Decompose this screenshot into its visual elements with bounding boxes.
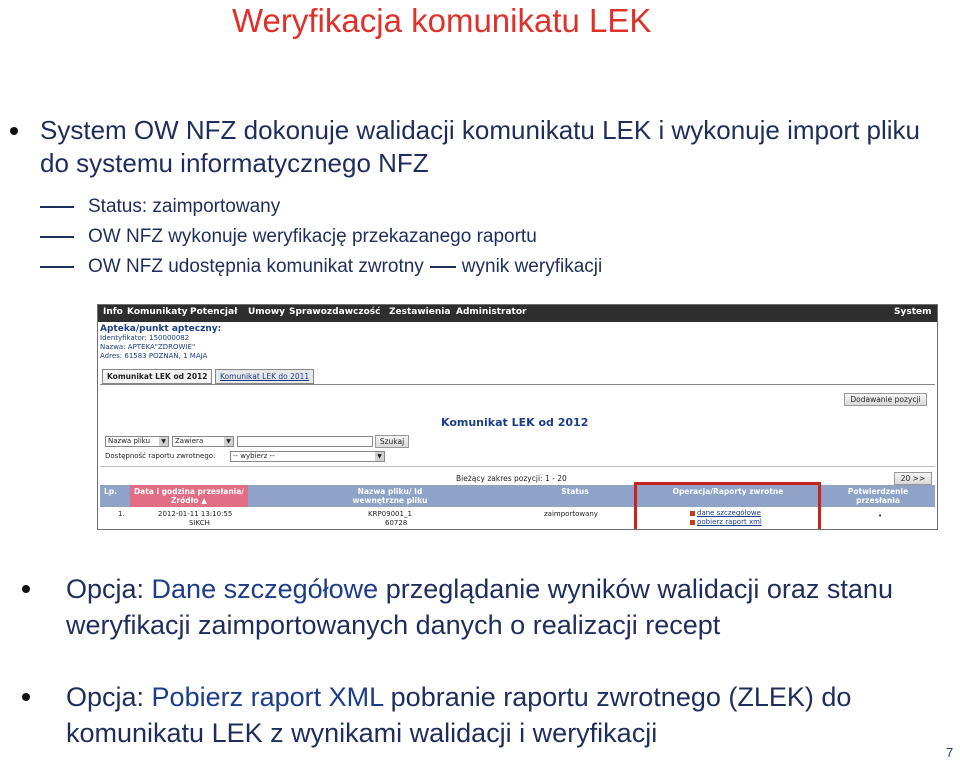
- row-date: 2012-01-11 13:10:55: [158, 510, 233, 518]
- next-page-button[interactable]: 20 >>: [894, 472, 932, 485]
- menu-item-umowy[interactable]: Umowy: [248, 307, 286, 317]
- filter-op-value: Zawiera: [175, 437, 204, 445]
- filter-separator: [100, 466, 935, 467]
- page-number: 7: [946, 745, 954, 760]
- dash-marker: [40, 266, 74, 268]
- menu-item-info[interactable]: Info: [103, 307, 123, 317]
- chevron-down-icon: ▼: [224, 437, 233, 446]
- pharmacy-title: Apteka/punkt apteczny:: [100, 324, 222, 334]
- column-header-date[interactable]: Data i godzina przesłania/Źródło ▲: [130, 485, 248, 507]
- row-confirmation: •: [878, 512, 883, 520]
- filter-field-select[interactable]: [105, 436, 169, 447]
- menu-item-sprawozdawczosc[interactable]: Sprawozdawczość: [289, 307, 381, 317]
- menu-item-system[interactable]: System: [894, 307, 932, 317]
- filter-op-select[interactable]: [172, 436, 234, 447]
- subitem-text: Status: zaimportowany: [88, 196, 281, 217]
- pharmacy-id: Identyfikator: 150000082: [100, 334, 190, 342]
- menu-item-komunikaty[interactable]: Komunikaty: [127, 307, 188, 317]
- column-header-operations[interactable]: Operacja/Raporty zwrotne: [672, 487, 784, 496]
- option-xml-report: Pobierz raport XML: [151, 682, 384, 712]
- subitem-status: [40, 195, 280, 219]
- availability-value: -- wybierz --: [233, 452, 275, 460]
- option-details: Dane szczegółowe: [151, 574, 379, 604]
- bullet-dot: [22, 693, 30, 701]
- bullet-dot: [10, 127, 18, 135]
- dash-marker: [40, 236, 74, 238]
- search-input[interactable]: [237, 436, 373, 447]
- menu-item-potencjal[interactable]: Potencjał: [190, 307, 238, 317]
- row-file-id: 60728: [385, 519, 408, 527]
- page-heading: Komunikat LEK od 2012: [441, 416, 589, 429]
- highlight-box: [634, 482, 821, 530]
- subitem-verification: [40, 225, 537, 249]
- chevron-down-icon: ▼: [375, 452, 384, 461]
- menu-item-zestawienia[interactable]: Zestawienia: [389, 307, 451, 317]
- inline-dash: [430, 266, 456, 268]
- column-header-confirmation[interactable]: Potwierdzenie przesłania: [847, 487, 909, 505]
- row-lp: 1.: [118, 510, 125, 518]
- filter-field-value: Nazwa pliku: [108, 437, 151, 445]
- tab-lek-to-2011[interactable]: Komunikat LEK do 2011: [215, 369, 314, 384]
- row-source: SIKCH: [189, 519, 210, 527]
- range-label: Bieżący zakres pozycji: 1 - 20: [456, 474, 567, 483]
- search-button[interactable]: Szukaj: [375, 435, 409, 448]
- tab-lek-from-2012[interactable]: Komunikat LEK od 2012: [102, 369, 212, 384]
- sort-arrow-icon: ▲: [201, 496, 207, 505]
- availability-label: Dostępność raportu zwrotnego:: [105, 452, 216, 460]
- pharmacy-name: Nazwa: APTEKA"ZDROWIE": [100, 343, 196, 351]
- subitem-text-2: wynik weryfikacji: [461, 256, 603, 277]
- menu-item-administrator[interactable]: Administrator: [456, 307, 527, 317]
- bullet-1-text: System OW NFZ dokonuje walidacji komunikatu LEK i wykonuje import pliku do systemu informatycznego NFZ: [40, 115, 921, 178]
- details-link[interactable]: dane szczegółowe: [690, 509, 761, 517]
- menu-bar: [98, 305, 937, 322]
- column-header-file[interactable]: Nazwa pliku/ Id wewnętrzne pliku: [352, 487, 428, 505]
- row-status: zaimportowany: [544, 510, 598, 518]
- bullet-2-text: Opcja: Dane szczegółowe przeglądanie wyników walidacji oraz stanu weryfikacji zaimportowanych danych o realizacji recept: [66, 574, 893, 640]
- pharmacy-info: [100, 324, 226, 362]
- subitem-text: OW NFZ wykonuje weryfikację przekazanego raportu: [88, 226, 537, 247]
- slide-title: Weryfikacja komunikatu LEK: [232, 2, 652, 39]
- dash-marker: [40, 206, 74, 208]
- column-header-status[interactable]: Status: [561, 487, 589, 496]
- subitem-return-message: [40, 255, 602, 279]
- bullet-dot: [22, 585, 30, 593]
- bullet-3-text: Opcja: Pobierz raport XML pobranie raportu zwrotnego (ZLEK) do komunikatu LEK z wynikami walidacji i weryfikacji: [66, 682, 852, 748]
- tab-divider: [100, 384, 935, 385]
- pharmacy-address: Adres: 61583 POZNAŃ, 1 MAJA: [100, 352, 208, 360]
- download-xml-link[interactable]: pobierz raport xml: [690, 518, 762, 526]
- availability-select[interactable]: [230, 451, 385, 462]
- chevron-down-icon: ▼: [159, 437, 168, 446]
- row-file: KRP09001_1: [368, 510, 412, 518]
- column-header-lp[interactable]: Lp.: [104, 487, 117, 496]
- app-screenshot: [97, 304, 938, 530]
- subitem-text: OW NFZ udostępnia komunikat zwrotny: [88, 256, 424, 277]
- add-item-button[interactable]: Dodawanie pozycji: [844, 393, 927, 406]
